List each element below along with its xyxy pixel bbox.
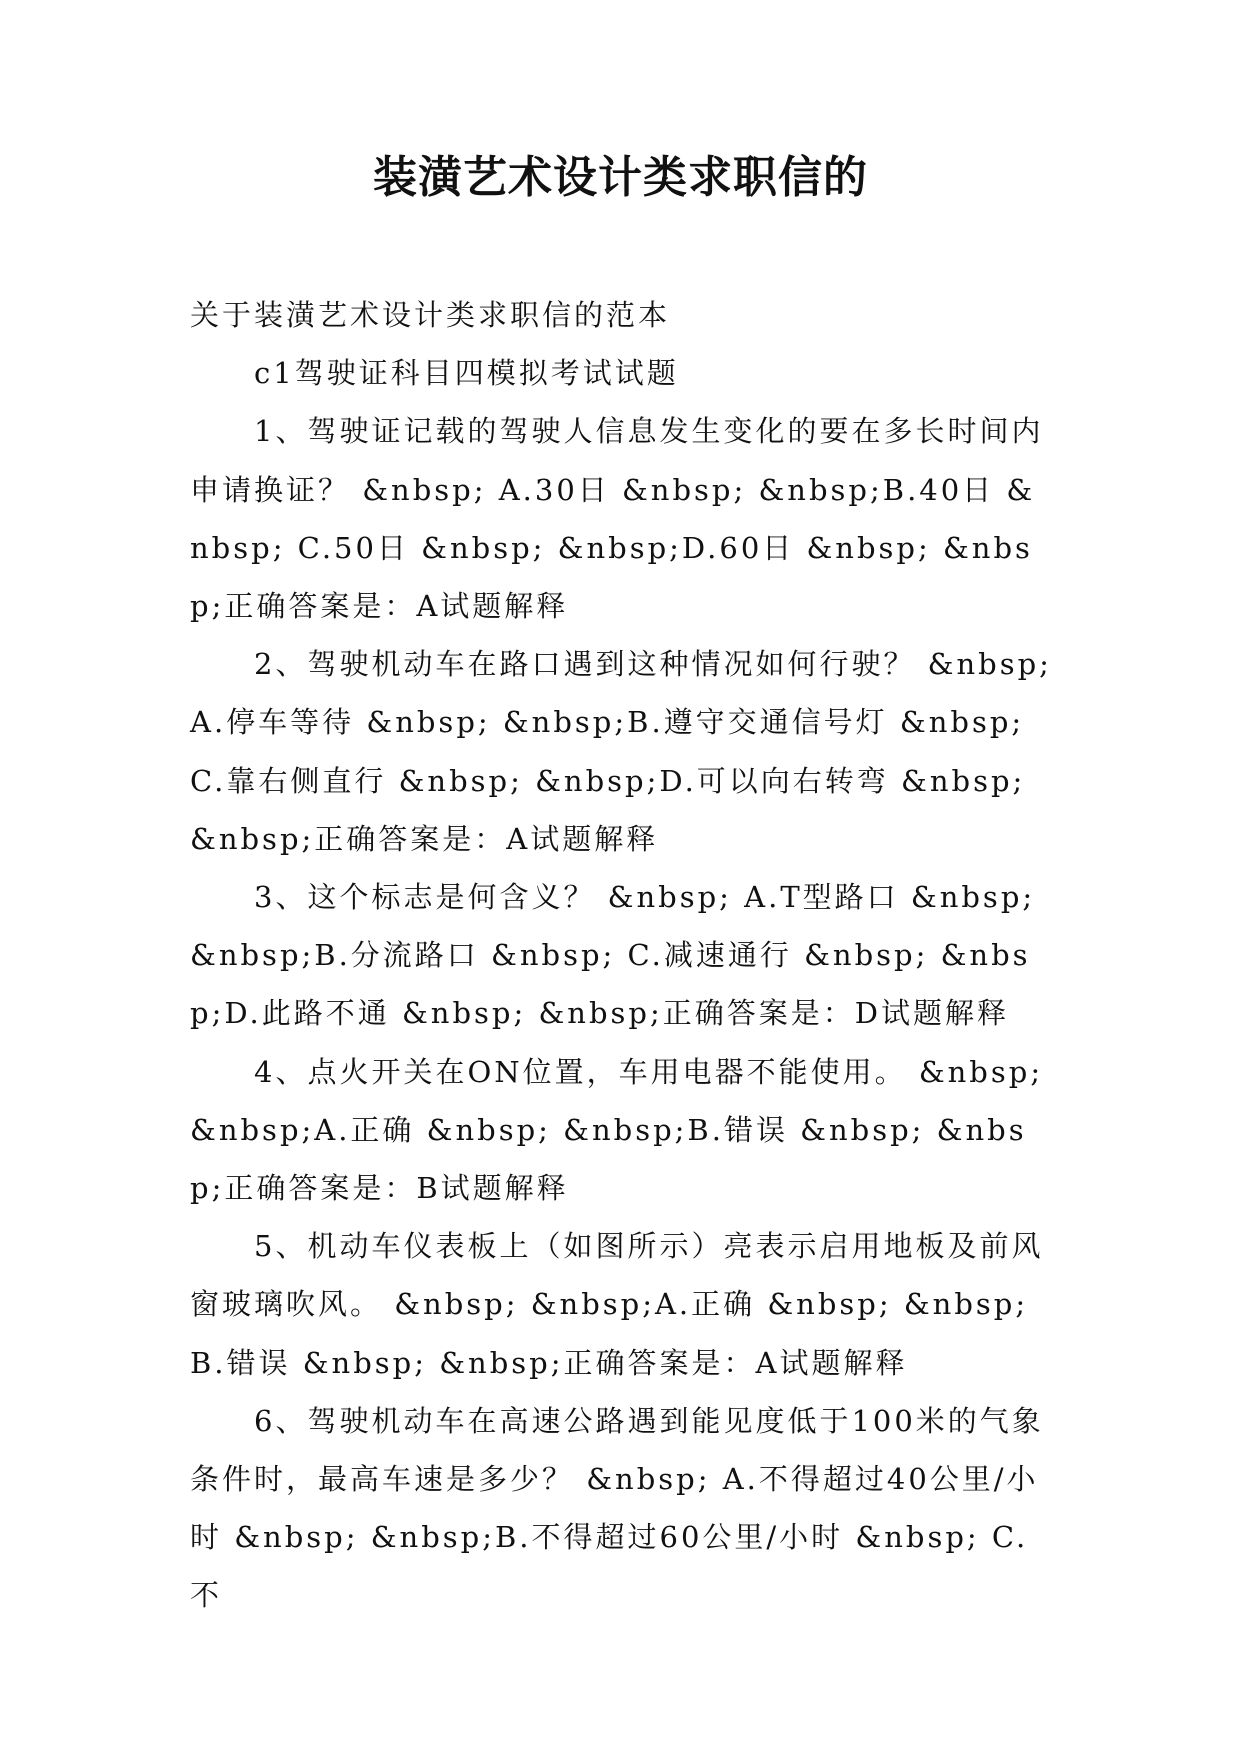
intro-paragraph: 关于装潢艺术设计类求职信的范本	[190, 298, 671, 332]
document-title: 装潢艺术设计类求职信的	[373, 152, 868, 203]
question-5: 5、机动车仪表板上（如图所示）亮表示启用地板及前风窗玻璃吹风。 &nbsp; &nbsp;A.正确 &nbsp; &nbsp;B.错误 &nbsp; &nbsp;正确答案是：A试题解释	[190, 1229, 1044, 1380]
question-2: 2、驾驶机动车在路口遇到这种情况如何行驶？ &nbsp; A.停车等待 &nbsp; &nbsp;B.遵守交通信号灯 &nbsp; C.靠右侧直行 &nbsp; &nbsp;D.可以向右转弯 &nbsp; &nbsp;正确答案是：A试题解释	[190, 647, 1052, 856]
section-heading: c1驾驶证科目四模拟考试试题	[254, 356, 679, 391]
document-body	[190, 286, 1052, 1625]
question-3: 3、这个标志是何含义？ &nbsp; A.T型路口 &nbsp; &nbsp;B.分流路口 &nbsp; C.减速通行 &nbsp; &nbsp;D.此路不通 &nbsp; &nbsp;正确答案是：D试题解释	[190, 880, 1036, 1031]
question-6: 6、驾驶机动车在高速公路遇到能见度低于100米的气象条件时，最高车速是多少？ &nbsp; A.不得超过40公里/小时 &nbsp; &nbsp;B.不得超过60公里/小时 &nbsp; C.不	[190, 1403, 1044, 1613]
question-1: 1、驾驶证记载的驾驶人信息发生变化的要在多长时间内申请换证？ &nbsp; A.30日 &nbsp; &nbsp;B.40日 &nbsp; C.50日 &nbsp; &nbsp;D.60日 &nbsp; &nbsp;正确答案是：A试题解释	[190, 414, 1044, 624]
question-4: 4、点火开关在ON位置，车用电器不能使用。 &nbsp; &nbsp;A.正确 &nbsp; &nbsp;B.错误 &nbsp; &nbsp;正确答案是：B试题解释	[190, 1054, 1044, 1206]
